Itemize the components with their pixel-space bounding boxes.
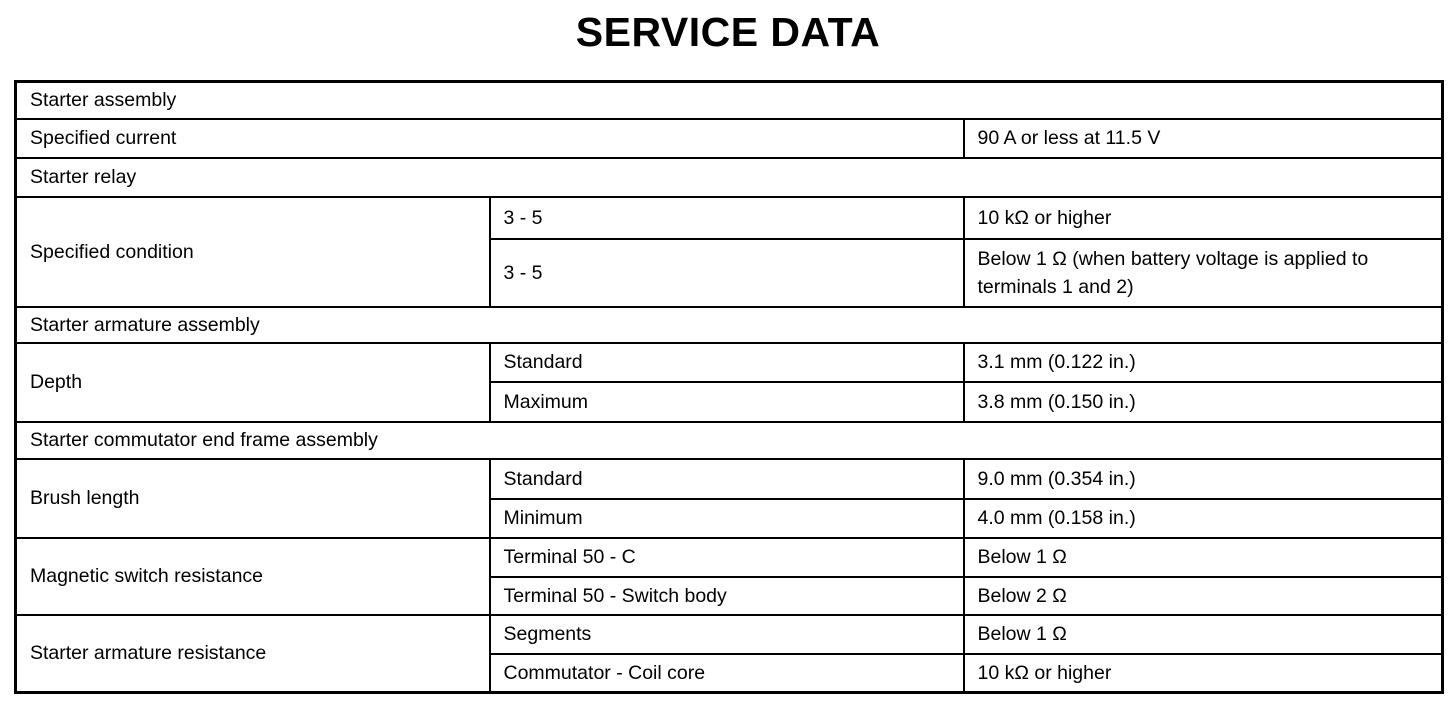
value-cell: Below 1 Ω (when battery voltage is applied to terminals 1 and 2) <box>964 239 1443 307</box>
section-header-cell: Starter relay <box>16 158 1443 197</box>
section-header-cell: Starter armature assembly <box>16 307 1443 343</box>
value-cell: 3.1 mm (0.122 in.) <box>964 343 1443 382</box>
table-row <box>16 343 1443 382</box>
table-row <box>16 615 1443 654</box>
value-cell: 10 kΩ or higher <box>964 654 1443 693</box>
section-header-cell: Starter commutator end frame assembly <box>16 422 1443 459</box>
item-cell: Magnetic switch resistance <box>16 538 490 615</box>
sub-item-cell: 3 - 5 <box>490 239 964 307</box>
table-row <box>16 459 1443 499</box>
value-cell: Below 1 Ω <box>964 615 1443 654</box>
table-row <box>16 422 1443 459</box>
sub-item-cell: Terminal 50 - Switch body <box>490 577 964 615</box>
sub-item-cell: Segments <box>490 615 964 654</box>
value-cell: 3.8 mm (0.150 in.) <box>964 382 1443 422</box>
table-row <box>16 158 1443 197</box>
item-cell: Specified current <box>16 119 964 158</box>
value-cell: Below 1 Ω <box>964 538 1443 577</box>
item-cell: Specified condition <box>16 197 490 307</box>
table-row <box>16 307 1443 343</box>
section-header-cell: Starter assembly <box>16 82 1443 119</box>
sub-item-cell: Terminal 50 - C <box>490 538 964 577</box>
sub-item-cell: Minimum <box>490 499 964 538</box>
table-row <box>16 82 1443 119</box>
value-cell: 4.0 mm (0.158 in.) <box>964 499 1443 538</box>
sub-item-cell: Commutator - Coil core <box>490 654 964 693</box>
sub-item-cell: Standard <box>490 343 964 382</box>
value-cell: 10 kΩ or higher <box>964 197 1443 239</box>
sub-item-cell: Maximum <box>490 382 964 422</box>
value-cell: Below 2 Ω <box>964 577 1443 615</box>
table-row <box>16 197 1443 239</box>
page <box>0 9 1456 694</box>
table-row <box>16 119 1443 158</box>
table-row <box>16 538 1443 577</box>
sub-item-cell: Standard <box>490 459 964 499</box>
item-cell: Starter armature resistance <box>16 615 490 693</box>
page-title: SERVICE DATA <box>575 9 881 55</box>
item-cell: Brush length <box>16 459 490 538</box>
sub-item-cell: 3 - 5 <box>490 197 964 239</box>
service-data-table <box>14 80 1444 694</box>
item-cell: Depth <box>16 343 490 422</box>
value-cell: 9.0 mm (0.354 in.) <box>964 459 1443 499</box>
value-cell: 90 A or less at 11.5 V <box>964 119 1443 158</box>
